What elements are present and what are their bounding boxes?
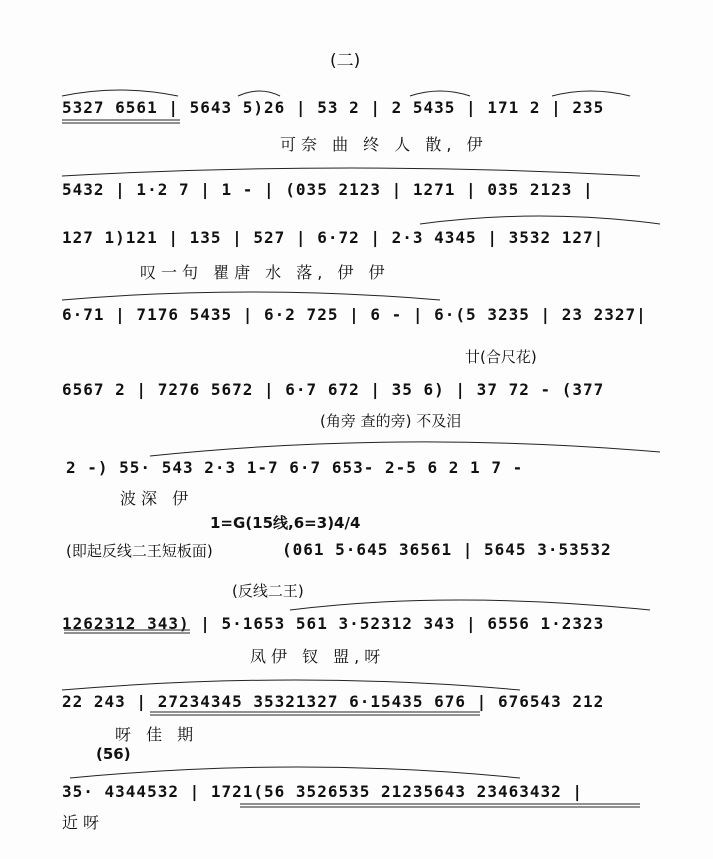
score-line-4: 6·71 | 7176 5435 | 6·2 725 | 6 - | 6·(5 3235 | 23 2327| [62,305,647,324]
score-line-11: 22 243 | 27234345 35321327 6·15435 676 | 676543 212 [62,692,605,711]
score-line-5: 6567 2 | 7276 5672 | 6·7 672 | 35 6) | 37 72 - (377 [62,380,605,399]
score-line-13: 35· 4344532 | 1721(56 3526535 21235643 23463432 | [62,782,584,801]
score-line-8: (061 5·645 36561 | 5645 3·53532 [282,540,612,559]
annotation-line-4: 廿(合尺花) [465,348,537,366]
lyrics-line-6: 波深 伊 [120,489,194,508]
section-title: (二) [330,51,361,71]
annotation-fanxian: (反线二王) [232,582,304,600]
score-line-2: 5432 | 1·2 7 | 1 - | (035 2123 | 1271 | 035 2123 | [62,180,594,199]
score-line-6: 2 -) 55· 543 2·3 1-7 6·7 653- 2-5 6 2 1 7 - [66,458,524,477]
key-signature: 1=G(15线,6=3)4/4 [210,514,361,532]
score-line-3: 127 1)121 | 135 | 527 | 6·72 | 2·3 4345 | 3532 127| [62,228,605,247]
score-line-1: 5327 6561 | 5643 5)26 | 53 2 | 2 5435 | 171 2 | 235 [62,98,605,117]
annotation-56: (56) [96,745,131,763]
annotation-line-5: (角旁 查的旁) 不及泪 [320,412,462,430]
lyrics-line-10: 凤伊 钗 盟,呀 [250,647,386,666]
lyrics-line-13: 近呀 [62,813,105,832]
lyrics-line-1: 可奈 曲 终 人 散, 伊 [280,135,488,154]
score-line-10: 1262312 343) | 5·1653 561 3·52312 343 | 6556 1·2323 [62,614,605,633]
lyrics-line-11: 呀 佳 期 [115,725,199,744]
lyrics-line-3: 叹一句 瞿唐 水 落, 伊 伊 [140,263,390,282]
prefix-annotation: (即起反线二王短板面) [66,542,213,560]
